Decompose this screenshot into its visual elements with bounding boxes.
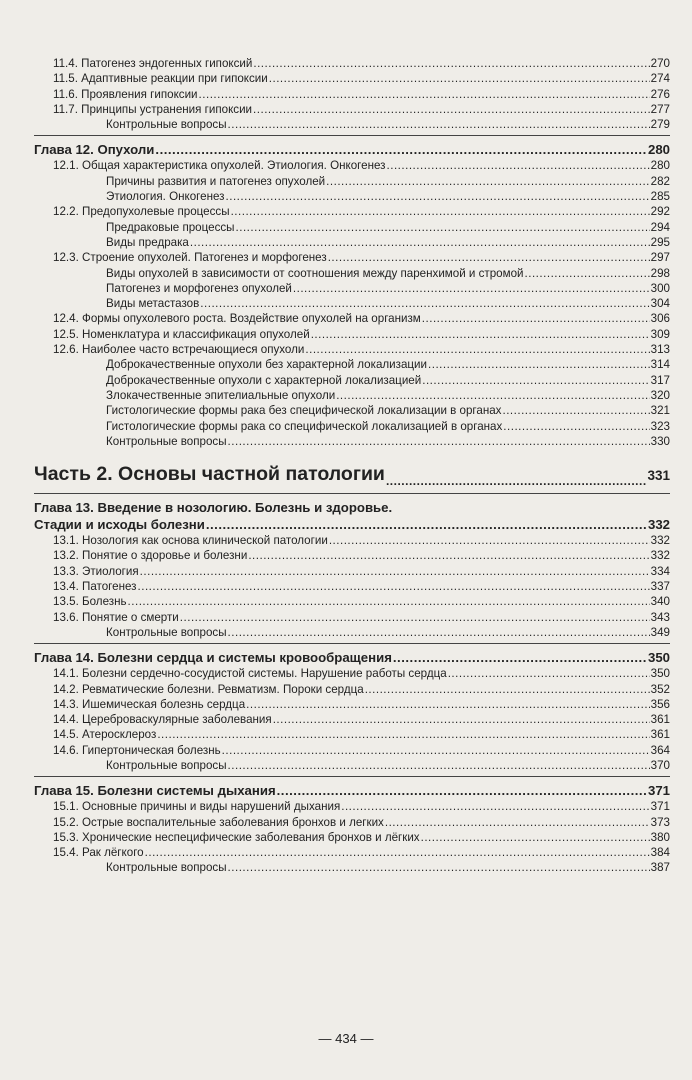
page-number: 297 [650,251,670,265]
part-2-heading [34,461,670,489]
toc-entry [34,594,670,609]
chapter-15-block [34,776,670,875]
page-number: 300 [650,281,670,295]
page-number: 332 [647,517,670,533]
entry-label: 11.4. Патогенез эндогенных гипоксий [53,57,253,70]
page-number: 387 [650,861,670,875]
entry-label: Злокачественные эпителиальные опухоли [106,388,336,402]
page-number: 298 [650,266,670,280]
leader-dots [199,87,650,102]
toc-entry [34,71,670,86]
page-number: 356 [650,697,670,711]
leader-dots [228,758,650,773]
toc-entry [34,727,670,742]
leader-dots [273,712,650,727]
page-number: 274 [650,72,670,86]
toc-entry [34,625,670,640]
leader-dots [253,56,649,71]
leader-dots [269,71,650,86]
page-number: 270 [650,57,670,70]
toc-entry [34,579,670,594]
toc-entry [34,548,670,563]
leader-dots [200,296,649,311]
toc-entry [34,117,670,132]
leader-dots [326,174,650,189]
toc-entry [34,743,670,758]
page-number: 361 [650,728,670,742]
toc-entry [34,666,670,681]
leader-dots [311,327,650,342]
toc-entry [34,419,670,434]
leader-dots [248,548,649,563]
leader-dots [138,579,650,594]
leader-dots [305,342,649,357]
page-number: 332 [650,534,670,548]
entry-label: Контрольные вопросы [106,434,227,448]
entry-label: Доброкачественные опухоли без характерной локализации [106,358,428,372]
chapter-title: Глава 14. Болезни сердца и системы кровообращения [34,650,392,666]
page-number: 309 [650,327,670,341]
toc-entry [34,388,670,403]
toc-entry [34,758,670,773]
entry-label: 13.3. Этиология [53,564,139,578]
leader-dots [140,564,650,579]
toc-entry [34,189,670,204]
leader-dots [236,220,650,235]
toc-entry [34,697,670,712]
entry-label: Этиология. Онкогенез [106,190,225,204]
entry-label: 14.4. Цереброваскулярные заболевания [53,713,272,727]
entry-label: Виды опухолей в зависимости от соотношения между паренхимой и стромой [106,266,524,280]
entry-label: 11.5. Адаптивные реакции при гипоксии [53,72,268,86]
toc-entry [34,311,670,326]
page-number: 370 [650,758,670,772]
entry-label: 14.1. Болезни сердечно-сосудистой системы. Нарушение работы сердца [53,667,447,681]
table-of-contents [34,56,670,876]
chapter-13-entries [34,533,670,640]
toc-entry [34,56,670,71]
toc-entry [34,682,670,697]
page-folio: — 434 — [318,1031,374,1046]
toc-entry [34,327,670,342]
entry-label: 14.6. Гипертоническая болезнь [53,743,221,757]
entry-label: 15.3. Хронические неспецифические заболевания бронхов и лёгких [53,830,420,844]
leader-dots [422,373,649,388]
entry-label: 15.2. Острые воспалительные заболевания бронхов и легких [53,815,384,829]
leader-dots [502,403,649,418]
toc-entry [34,281,670,296]
page-number: 373 [650,815,670,829]
toc-entry [34,220,670,235]
page-number: 323 [650,419,670,433]
page-number: 384 [650,846,670,860]
entry-label: 12.5. Номенклатура и классификация опухолей [53,327,310,341]
toc-entry [34,296,670,311]
page-number: 343 [650,610,670,624]
entry-label: 13.5. Болезнь [53,595,127,609]
entry-label: Виды метастазов [106,297,200,311]
leader-dots [393,649,647,666]
entry-label: 12.1. Общая характеристика опухолей. Этиология. Онкогенез [53,159,386,173]
toc-entry [34,434,670,449]
page-number: 294 [650,220,670,234]
page-number: 292 [650,205,670,219]
toc-entry [34,357,670,372]
leader-dots [157,727,649,742]
chapter-14-heading [34,649,670,666]
toc-entry [34,815,670,830]
entry-label: Причины развития и патогенез опухолей [106,174,326,188]
toc-entry [34,174,670,189]
page-number: 304 [650,297,670,311]
entry-label: 14.2. Ревматические болезни. Ревматизм. Пороки сердца [53,682,364,696]
chapter-13-block [34,493,670,640]
toc-entry [34,610,670,625]
chapter-13-heading-line1 [34,499,670,516]
entry-label: Гистологические формы рака со специфической локализацией в органах [106,419,503,433]
toc-entry [34,712,670,727]
leader-dots [293,281,650,296]
page-number: 314 [650,358,670,372]
page-number: 361 [650,713,670,727]
page-number: 350 [647,650,670,666]
chapter-12-entries [34,158,670,449]
chapter-14-entries [34,666,670,773]
toc-entry [34,158,670,173]
page-number: 320 [650,388,670,402]
leader-dots [385,815,650,830]
toc-entry [34,860,670,875]
chapter-title: Глава 12. Опухоли [34,142,155,158]
entry-label: Гистологические формы рака без специфической локализации в органах [106,404,502,418]
page-number: 321 [650,404,670,418]
page-number: 276 [650,87,670,101]
chapter-title-cont: Стадии и исходы болезни [34,517,205,533]
chapter-12-block [34,135,670,449]
toc-entry [34,373,670,388]
page-number: 340 [650,595,670,609]
chapter-title: Глава 13. Введение в нозологию. Болезнь и здоровье. [34,500,393,516]
entry-label: Предраковые процессы [106,220,235,234]
chapter-15-heading [34,782,670,799]
page-number: 285 [650,190,670,204]
toc-entry [34,533,670,548]
page-number: 364 [650,743,670,757]
toc-entry [34,564,670,579]
entry-label: Патогенез и морфогенез опухолей [106,281,292,295]
entry-label: 14.3. Ишемическая болезнь сердца [53,697,246,711]
leader-dots [525,266,650,281]
leader-dots [226,189,650,204]
leader-dots [228,860,650,875]
entry-label: 13.1. Нозология как основа клинической патологии [53,534,328,548]
entry-label: 12.3. Строение опухолей. Патогенез и морфогенез [53,251,327,265]
entry-label: 13.2. Понятие о здоровье и болезни [53,549,248,563]
page-number: 371 [647,783,670,799]
page-number: 352 [650,682,670,696]
entry-label: 13.6. Понятие о смерти [53,610,179,624]
entry-label: Контрольные вопросы [106,861,227,875]
toc-entry [34,204,670,219]
page-number: 331 [647,468,670,484]
toc-entry [34,845,670,860]
leader-dots [145,845,650,860]
leader-dots [328,250,650,265]
leader-dots [222,743,650,758]
toc-entry [34,342,670,357]
toc-entry [34,87,670,102]
page-number: 279 [650,118,670,132]
entry-label: 11.7. Принципы устранения гипоксии [53,102,253,116]
leader-dots [422,311,650,326]
leader-dots [336,388,649,403]
page-number: 317 [650,373,670,387]
leader-dots [128,594,650,609]
leader-dots [253,102,650,117]
leader-dots [428,357,650,372]
entries-top [34,56,670,132]
page-number: 277 [650,102,670,116]
page-number: 306 [650,312,670,326]
leader-dots [190,235,650,250]
toc-entry [34,830,670,845]
entry-label: 12.6. Наиболее часто встречающиеся опухоли [53,343,305,357]
entry-label: 11.6. Проявления гипоксии [53,87,198,101]
toc-entry [34,403,670,418]
page-number: 350 [650,667,670,681]
leader-dots [231,204,650,219]
leader-dots [228,434,650,449]
leader-dots [228,625,650,640]
part-title: Часть 2. Основы частной патологии [34,463,385,486]
entry-label: Виды предрака [106,235,189,249]
page-number: 280 [647,142,670,158]
toc-entry [34,235,670,250]
page-number: 332 [650,549,670,563]
toc-entry [34,799,670,814]
toc-entry [34,250,670,265]
page-number: 380 [650,830,670,844]
toc-entry [34,102,670,117]
chapter-12-heading [34,141,670,158]
chapter-13-heading-line2 [34,516,670,533]
page-number: 313 [650,343,670,357]
entry-label: 15.4. Рак лёгкого [53,846,144,860]
page-number: 280 [650,159,670,173]
entry-label: Контрольные вопросы [106,118,227,132]
entry-label: 13.4. Патогенез [53,580,137,594]
chapter-14-block [34,643,670,773]
leader-dots [387,158,650,173]
leader-dots [180,610,650,625]
leader-dots [228,117,650,132]
entry-label: Контрольные вопросы [106,625,227,639]
leader-dots [421,830,650,845]
entry-label: 14.5. Атеросклероз [53,728,157,742]
toc-entry [34,266,670,281]
leader-dots [448,666,650,681]
entry-label: 12.4. Формы опухолевого роста. Воздействие опухолей на организм [53,312,421,326]
entry-label: Доброкачественные опухоли с характерной локализацией [106,373,422,387]
leader-dots [365,682,650,697]
leader-dots [277,782,647,799]
page-number: 337 [650,580,670,594]
leader-dots [246,697,650,712]
page-number: 349 [650,625,670,639]
entry-label: Контрольные вопросы [106,758,227,772]
leader-dots [155,141,647,158]
page-number: 295 [650,235,670,249]
leader-dots [206,516,647,533]
chapter-15-entries [34,799,670,875]
page-number: 334 [650,564,670,578]
page-number: 330 [650,434,670,448]
entry-label: 12.2. Предопухолевые процессы [53,205,230,219]
leader-dots [386,473,647,489]
page-number: 371 [650,800,670,814]
leader-dots [329,533,650,548]
entry-label: 15.1. Основные причины и виды нарушений дыхания [53,800,341,814]
page-number: 282 [650,174,670,188]
leader-dots [341,799,649,814]
leader-dots [503,419,649,434]
chapter-title: Глава 15. Болезни системы дыхания [34,783,276,799]
